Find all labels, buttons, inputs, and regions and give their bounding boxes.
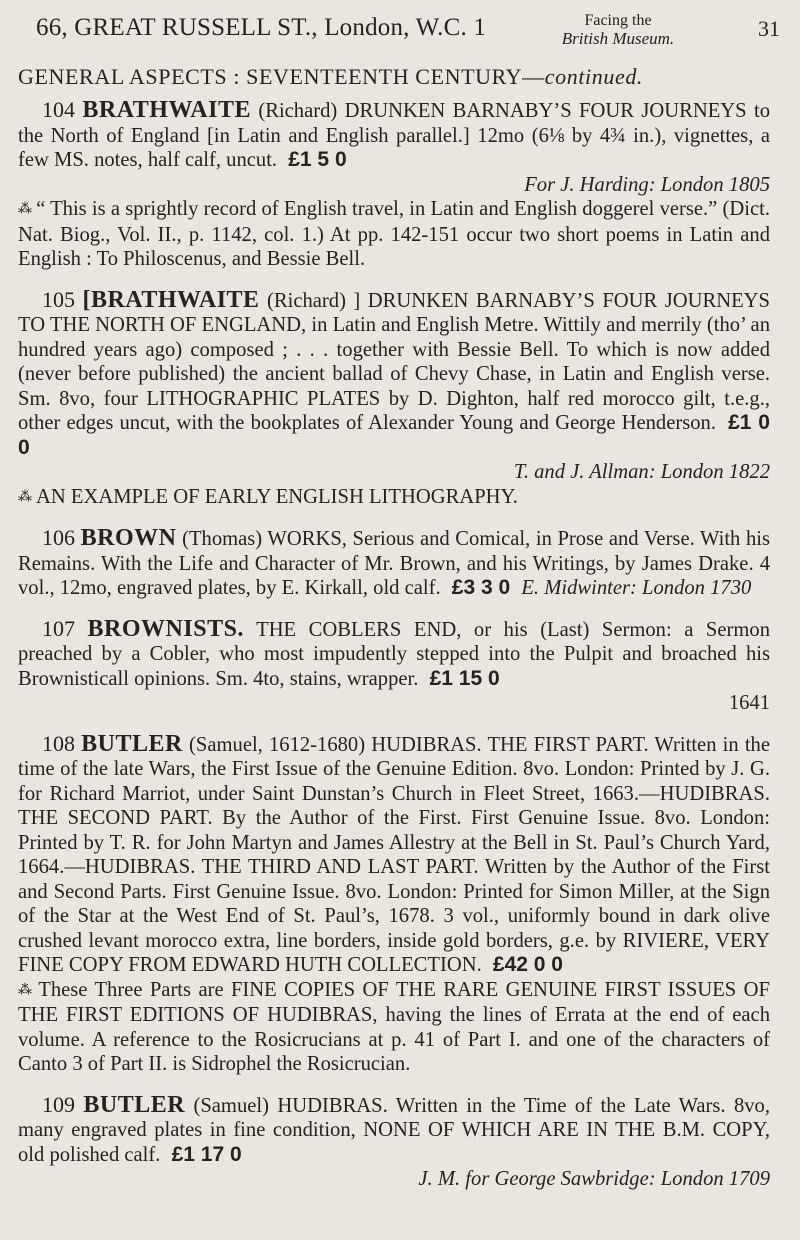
catalogue-entry-104 <box>18 98 770 272</box>
entry-body <box>18 1093 770 1192</box>
entry-price: £42 0 0 <box>492 953 563 976</box>
entry-description: (Samuel) HUDIBRAS. Written in the Time of the Late Wars. 8vo, many engraved plates in fine condition, NONE OF WHICH ARE IN THE B.M. COPY, old polished calf. <box>18 1094 770 1166</box>
note-text: “ This is a sprightly record of English travel, in Latin and English doggerel verse.” (Dict. Nat. Biog., Vol. II., p. 1142, col. 1.) At pp. 142-151 occur two short poems in Latin and English : To Philoscenus, and Bessie Bell. <box>18 198 770 270</box>
note-text: AN EXAMPLE OF EARLY ENGLISH LITHOGRAPHY. <box>36 485 518 508</box>
entry-price: £1 15 0 <box>429 666 500 690</box>
entry-description: (Richard) DRUNKEN BARNABY’S FOUR JOURNEYS to the North of England [in Latin and English parallel.] 12mo (6⅛ by 4¾ in.), vignettes, a few MS. notes, half calf, uncut. <box>18 100 770 171</box>
entry-body <box>18 288 770 485</box>
lot-number: 107 <box>42 615 75 641</box>
entry-description: (Samuel, 1612-1680) HUDIBRAS. THE FIRST PART. Written in the time of the late Wars, the First Issue of the Genuine Edition. 8vo. London: Printed by J. G. for Richard Marriot, under Saint Dunstan’s Church in Fleet Street, 1663.—HUDIBRAS. THE SECOND PART. By the Author of the First. First Genuine Issue. 8vo. London: Printed by T. R. for John Martyn and James Allestry at the Bell in St. Paul’s Church Yard, 1664.—HUDIBRAS. THE THIRD AND LAST PART. Written by the Author of the First and Second Parts. First Genuine Issue. 8vo. London: Printed for Simon Miller, at the Sign of the Star at the West End of St. Paul’s, 1678. 3 vol., uniformly bound in dark olive crushed levant morocco extra, line borders, inside gold borders, g.e. by RIVIERE, VERY FINE COPY FROM EDWARD HUTH COLLECTION. <box>18 733 770 976</box>
entry-name: BRATHWAITE <box>82 97 251 123</box>
entry-name: BUTLER <box>81 730 183 757</box>
entry-publisher: E. Midwinter: London 1730 <box>521 577 752 599</box>
lot-number: 104 <box>42 97 75 122</box>
asterism-icon: ⁂ <box>18 202 33 217</box>
entry-name: BROWN <box>80 525 177 551</box>
museum-label: British Museum. <box>561 29 675 48</box>
entry-publisher: J. M. for George Sawbridge: London 1709 <box>418 1168 770 1190</box>
asterism-icon: ⁂ <box>18 982 35 998</box>
catalogue-entry-107 <box>18 617 770 716</box>
page-header <box>18 6 780 64</box>
facing-note <box>548 12 688 48</box>
entry-note <box>18 978 770 1077</box>
section-heading <box>18 64 770 90</box>
entry-body <box>18 617 770 716</box>
note-text: These Three Parts are FINE COPIES OF THE RARE GENUINE FIRST ISSUES OF THE FIRST EDITIONS OF HUDIBRAS, having the lines of Errata at the end of each volume. A reference to the Rosicrucians at p. 41 of Part I. and one of the characters of Canto 3 of Part II. is Sidrophel the Rosicrucian. <box>18 978 770 1075</box>
entry-note <box>18 197 770 272</box>
lot-number: 106 <box>42 525 75 550</box>
section-continued: continued. <box>544 64 644 89</box>
entry-name: [BRATHWAITE <box>82 286 260 313</box>
lot-number: 108 <box>42 730 75 756</box>
entry-description: (Thomas) WORKS, Serious and Comical, in Prose and Verse. With his Remains. With the Life and Character of Mr. Brown, and his Writings, by James Drake. 4 vol., 12mo, engraved plates, by E. Kirkall, old calf. <box>18 528 770 599</box>
lot-number: 105 <box>42 286 75 312</box>
page-number: 31 <box>758 16 780 41</box>
entry-price: £1 0 0 <box>18 411 770 459</box>
catalogue-entry-109 <box>18 1093 770 1192</box>
entry-name: BUTLER <box>83 1091 186 1118</box>
entry-name: BROWNISTS. <box>87 615 244 642</box>
lot-number: 109 <box>42 1091 75 1117</box>
entry-price: £1 5 0 <box>288 148 347 171</box>
catalogue-entry-106 <box>18 526 770 601</box>
entry-description: (Richard) ] DRUNKEN BARNABY’S FOUR JOURNEYS TO THE NORTH OF ENGLAND, in Latin and English Metre. Wittily and merrily (tho’ an hundred years ago) composed ; . . . together with Bessie Bell. To which is now added (never before published) the ancient ballad of Chevy Chase, in Latin and English verse. Sm. 8vo, four LITHOGRAPHIC PLATES by D. Dighton, half red morocco gilt, t.e.g., other edges uncut, with the bookplates of Alexander Young and George Henderson. <box>18 289 770 434</box>
dealer-address: 66, GREAT RUSSELL ST., London, W.C. 1 <box>36 14 487 41</box>
entry-price: £3 3 0 <box>451 576 511 599</box>
entry-body <box>18 732 770 978</box>
entry-note <box>18 485 770 511</box>
catalogue-entry-108 <box>18 732 770 1077</box>
entry-year: 1641 <box>728 692 770 714</box>
entry-description: THE COBLERS END, or his (Last) Sermon: a Sermon preached by a Cobler, who most impudently stepped into the Pulpit and broached his Brownisticall opinions. Sm. 4to, stains, wrapper. <box>18 618 770 690</box>
entry-body <box>18 526 770 601</box>
section-title: GENERAL ASPECTS : SEVENTEENTH CENTURY— <box>18 64 545 89</box>
entry-publisher: For J. Harding: London 1805 <box>524 173 770 196</box>
entry-publisher: T. and J. Allman: London 1822 <box>513 461 770 483</box>
entry-body <box>18 98 770 197</box>
facing-label: Facing the <box>584 12 652 29</box>
entry-price: £1 17 0 <box>171 1142 242 1166</box>
asterism-icon: ⁂ <box>18 489 32 505</box>
catalogue-entry-105 <box>18 288 770 511</box>
